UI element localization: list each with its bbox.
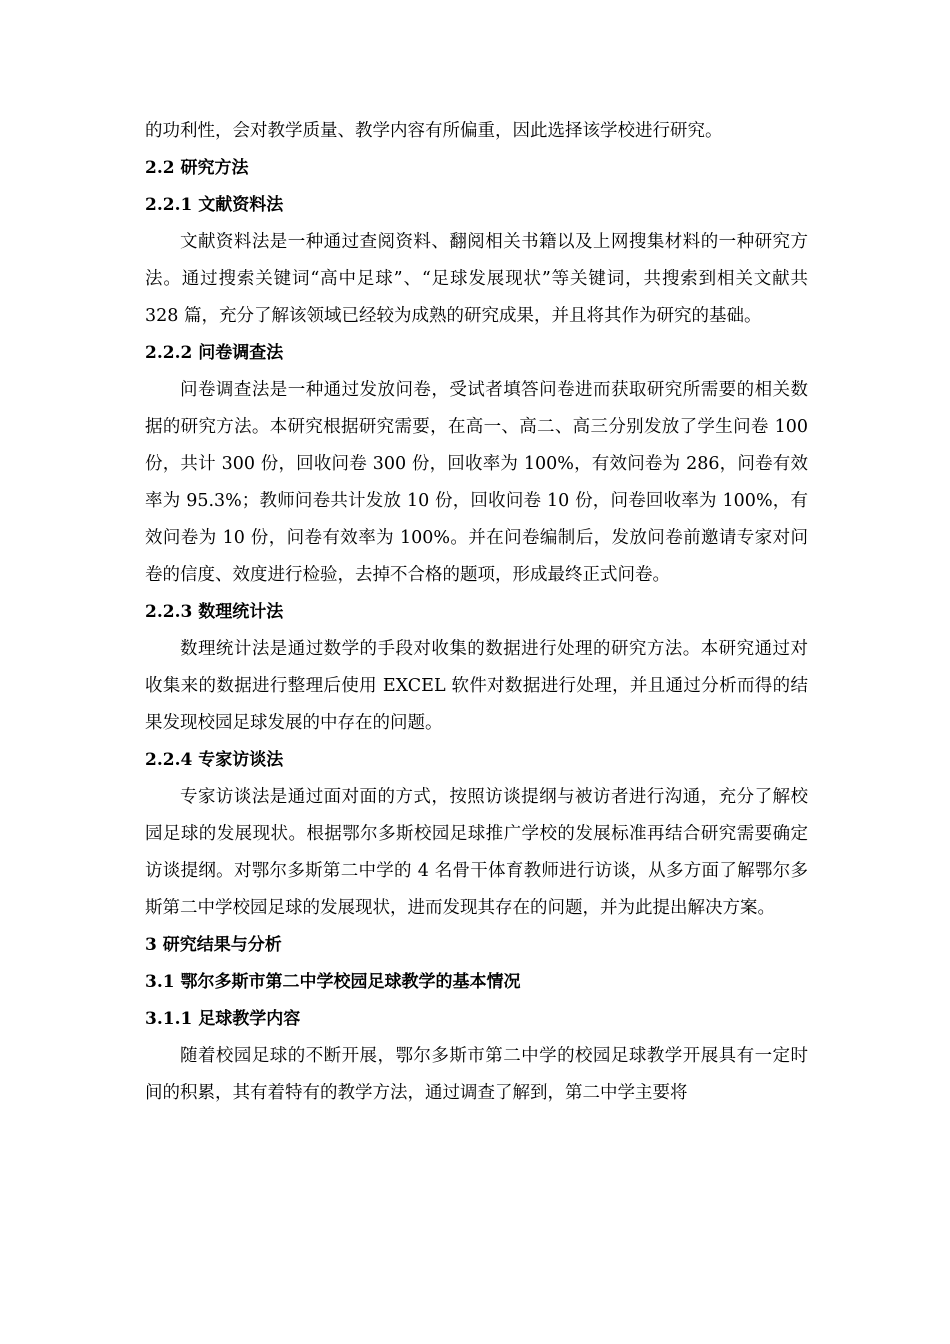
section-heading-2-2: 2.2 研究方法	[145, 158, 249, 178]
paragraph-questionnaire-method: 问卷调查法是一种通过发放问卷，受试者填答问卷进而获取研究所需要的相关数据的研究方法。本研究根据研究需要，在高一、高二、高三分别发放了学生问卷 100 份，共计 300 份，回收问卷 300 份，回收率为 100%，有效问卷为 286，问卷有效率为 95.3%；教师问卷共计发放 10 份，回收问卷 10 份，问卷回收率为 100%，有效问卷为 10 份，问卷有效率为 100%。并在问卷编制后，发放问卷前邀请专家对问卷的信度、效度进行检验，去掉不合格的题项，形成最终正式问卷。	[145, 380, 808, 585]
section-heading-3: 3 研究结果与分析	[145, 935, 282, 955]
subsection-heading-2-2-1: 2.2.1 文献资料法	[145, 195, 284, 215]
subsection-heading-2-2-2: 2.2.2 问卷调查法	[145, 343, 284, 363]
paragraph-continuation: 的功利性，会对教学质量、教学内容有所偏重，因此选择该学校进行研究。	[145, 121, 723, 141]
document-page	[145, 113, 808, 1112]
paragraph-statistics-method: 数理统计法是通过数学的手段对收集的数据进行处理的研究方法。本研究通过对收集来的数据进行整理后使用 EXCEL 软件对数据进行处理，并且通过分析而得的结果发现校园足球发展的中存在的问题。	[145, 639, 808, 733]
subsection-heading-2-2-3: 2.2.3 数理统计法	[145, 602, 284, 622]
subsection-heading-3-1-1: 3.1.1 足球教学内容	[145, 1009, 301, 1029]
subsection-heading-2-2-4: 2.2.4 专家访谈法	[145, 750, 284, 770]
section-heading-3-1: 3.1 鄂尔多斯市第二中学校园足球教学的基本情况	[145, 972, 521, 992]
paragraph-literature-method: 文献资料法是一种通过查阅资料、翻阅相关书籍以及上网搜集材料的一种研究方法。通过搜索关键词“高中足球”、“足球发展现状”等关键词，共搜索到相关文献共 328 篇，充分了解该领域已经较为成熟的研究成果，并且将其作为研究的基础。	[145, 232, 808, 326]
paragraph-interview-method: 专家访谈法是通过面对面的方式，按照访谈提纲与被访者进行沟通，充分了解校园足球的发展现状。根据鄂尔多斯校园足球推广学校的发展标准再结合研究需要确定访谈提纲。对鄂尔多斯第二中学的 4 名骨干体育教师进行访谈，从多方面了解鄂尔多斯第二中学校园足球的发展现状，进而发现其存在的问题，并为此提出解决方案。	[145, 787, 808, 918]
paragraph-teaching-content: 随着校园足球的不断开展，鄂尔多斯市第二中学的校园足球教学开展具有一定时间的积累，其有着特有的教学方法，通过调查了解到，第二中学主要将	[145, 1046, 808, 1103]
